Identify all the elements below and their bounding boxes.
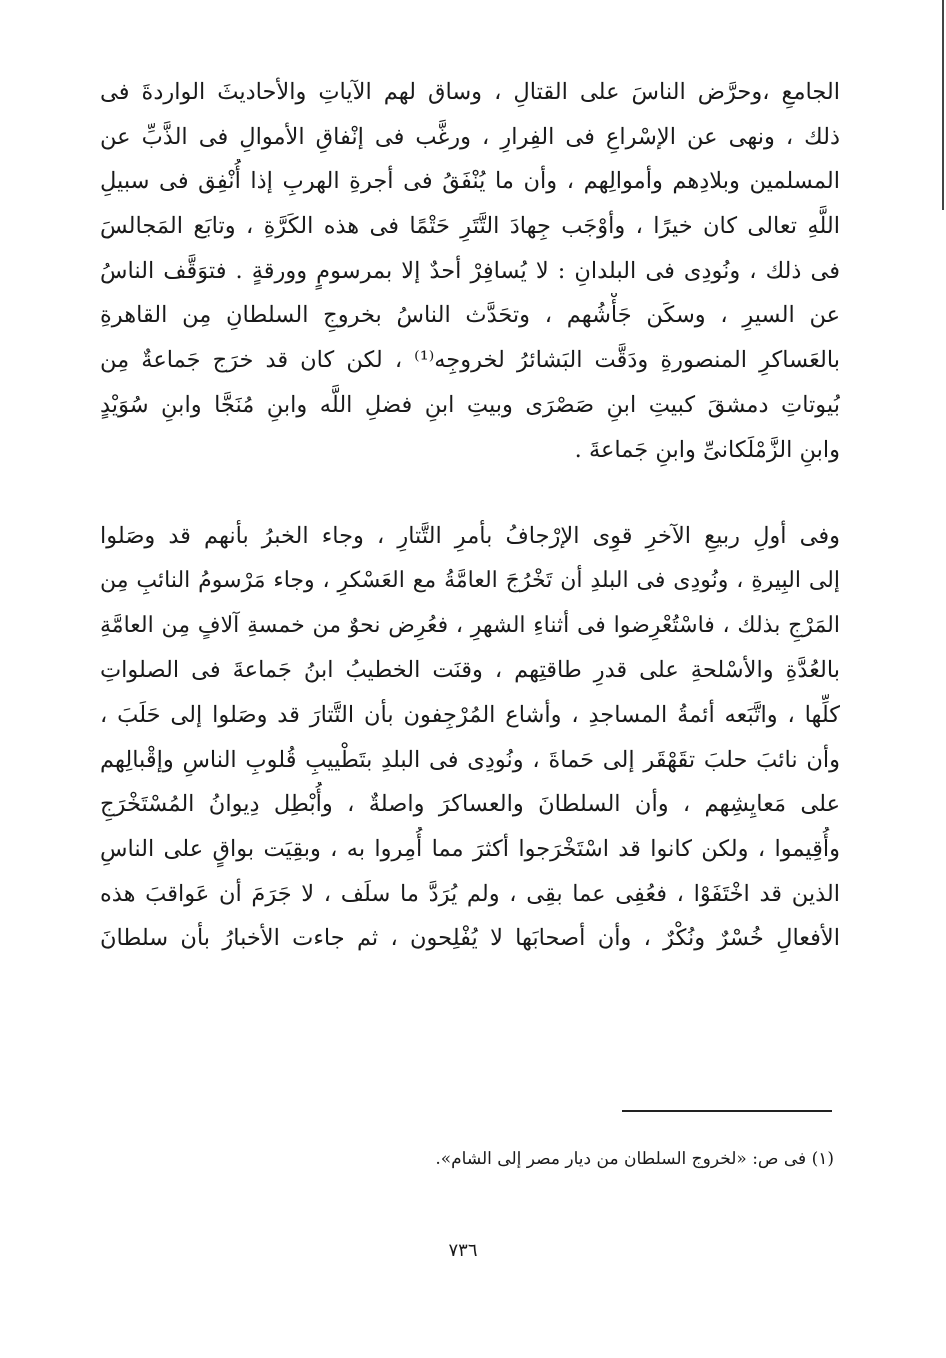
text-line: ذلك ، ونهى عن الإسْراعِ فى الفِرارِ ، ورغَّب فى إنْفاقِ الأموالِ فى الذَّبِّ عن [100, 123, 840, 150]
text-line: اللَّهِ تعالى كان خيرًا ، وأوْجَب جِهادَ التَّتَرِ حَتْمًا فى هذه الكَرَّةِ ، وتابَع المَجالسَ [100, 213, 840, 240]
paragraph-2 [100, 514, 840, 961]
text-line: وفى أولِ ربيعِ الآخرِ قوِى الإرْجافُ بأمرِ التَّتارِ ، وجاء الخبرُ بأنهم قد وصَلوا [100, 523, 840, 550]
text-line: المَرْجِ بذلك ، فاسْتُعْرِضوا فى أثناءِ الشهرِ ، فعُرِض نحوٌ من خمسةِ آلافٍ مِن العامَّةِ [100, 612, 840, 638]
text-line: المسلمين وبلادِهم وأموالِهم ، وأن ما يُنْفَقُ فى أجرةِ الهربِ إذا أُنْفِق فى سبيلِ [100, 168, 840, 195]
page-body [100, 70, 840, 961]
text-line: وابنِ الزَّمْلَكانىِّ وابنِ جَماعةَ . [574, 436, 840, 463]
text-line: فى ذلك ، ونُودِى فى البلدانِ : لا يُسافِرْ أحدٌ إلا بمرسومٍ وورقةٍ . فتوَقَّف الناسُ [100, 257, 840, 284]
text-line: وأُقِيموا ، ولكن كانوا قد اسْتَخْرَجوا أكثرَ مما أُمِروا به ، وبقِيَت بواقٍ على الناسِ [100, 836, 840, 862]
text-line: وأن نائبَ حلبَ تقَهْقَر إلى حَماةَ ، ونُودِى فى البلدِ بتَطْييبِ قُلوبِ الناسِ وإقْبالِهم [100, 746, 840, 773]
text-line: إلى البِيرةِ ، ونُودِى فى البلدِ أن تَخْرُجَ العامَّةُ مع العَسْكرِ ، وجاء مَرْسومُ النائبِ مِن [100, 567, 840, 593]
text-line: الأفعالِ خُسْرٌ ونُكْرٌ ، وأن أصحابَها لا يُفْلِحون ، ثم جاءت الأخبارُ بأن سلطانَ [100, 925, 840, 952]
text-line: بُيوتاتِ دمشقَ كبيتِ ابنِ صَصْرَى وبيتِ ابنِ فضلِ اللَّه وابنِ مُنَجَّا وابنِ سُوَيْدٍ [100, 391, 840, 418]
page-edge-line [942, 0, 944, 210]
text-line: على مَعايِشِهم ، وأن السلطانَ والعساكرَ واصلةٌ ، وأُبْطِل دِيوانُ المُسْتَخْرَجِ [100, 791, 840, 818]
text-line: كلِّها ، واتَّبَعه أئمةُ المساجدِ ، وأشاع المُرْجِفون بأن التَّتارَ قد وصَلوا إلى حَلَبَ ، [100, 701, 840, 728]
text-line: بالعُدَّةِ والأسْلحةِ على قدرِ طاقتِهم ، وقنَت الخطيبُ ابنُ جَماعةَ فى الصلواتِ [100, 657, 840, 684]
text-line: عن السيرِ ، وسكَن جَأْشُهم ، وتحَدَّث الناسُ بخروجِ السلطانِ مِن القاهرةِ [100, 302, 840, 329]
footnote-separator [622, 1110, 832, 1112]
paragraph-1 [100, 70, 840, 472]
text-line: الذين قد اخْتَفَوْا ، فعُفِى عما بقِى ، ولم يُرَدَّ ما سلَف ، لا جَرَمَ أن عَواقبَ هذه [100, 880, 840, 907]
text-line: بالعَساكرِ المنصورةِ ودَقَّت البَشائرُ لخروجِه⁽¹⁾ ، لكن كان قد خرَج جَماعةٌ مِن [100, 347, 840, 374]
page-number: ٧٣٦ [448, 1240, 478, 1261]
footnote: (١) فى ص: «لخروج السلطان من ديار مصر إلى الشام». [435, 1149, 834, 1169]
text-line: الجامعِ ،وحرَّض الناسَ على القتالِ ، وساق لهم الآياتِ والأحاديثَ الواردةَ فى [100, 79, 840, 105]
paragraph-gap [100, 472, 840, 514]
